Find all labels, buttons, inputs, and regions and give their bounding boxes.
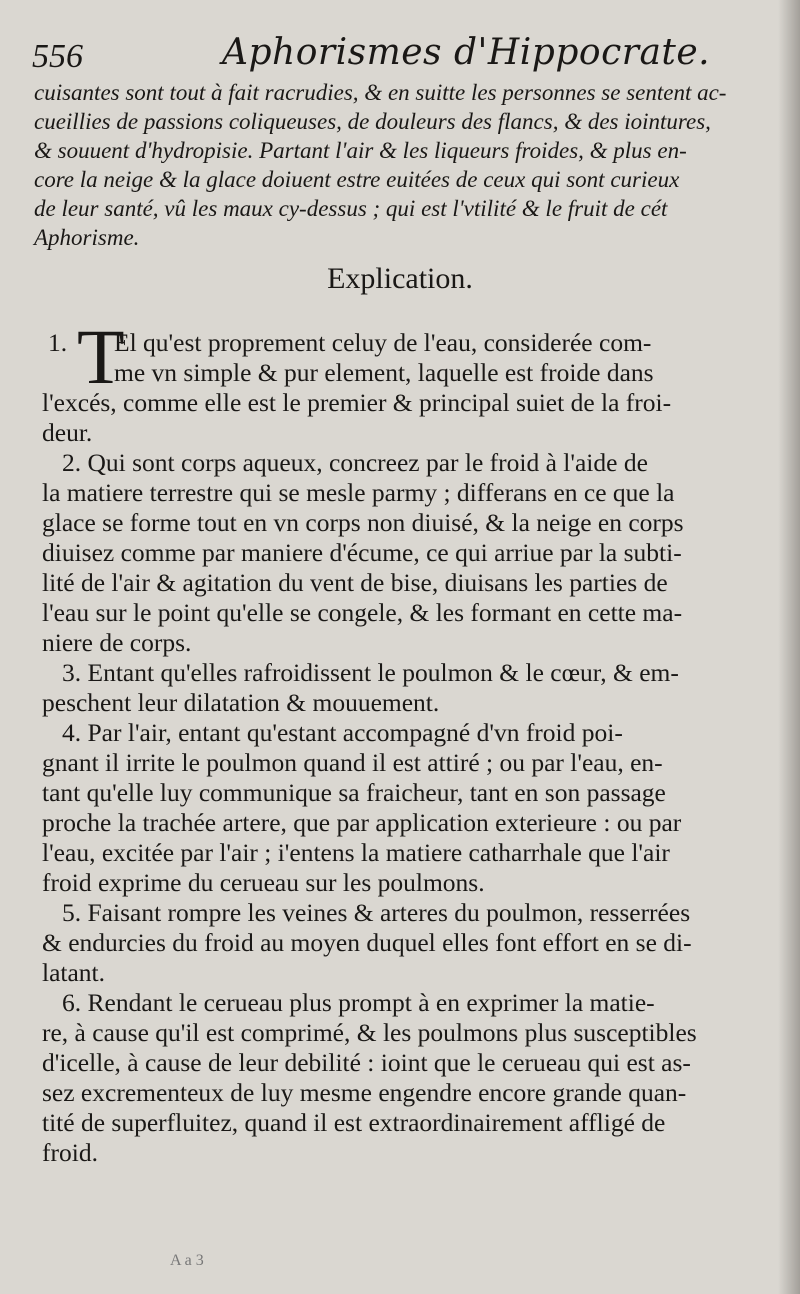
text-line: 3. Entant qu'elles rafroidissent le poulmon & le cœur, & em- <box>62 658 679 687</box>
page-number: 556 <box>32 38 83 75</box>
text-line: glace se forme tout en vn corps non diuisé, & la neige en corps <box>42 508 684 537</box>
text-line: cueillies de passions coliqueuses, de douleurs des flancs, & des iointures, <box>34 109 711 134</box>
text-line: tité de superfluitez, quand il est extraordinairement affligé de <box>42 1108 666 1137</box>
explication-text <box>42 328 767 1168</box>
text-line: de leur santé, vû les maux cy-dessus ; qui est l'vtilité & le fruit de cét <box>34 196 668 221</box>
text-line: proche la trachée artere, que par application exterieure : ou par <box>42 808 682 837</box>
text-line: Aphorisme. <box>34 225 140 250</box>
text-line: cuisantes sont tout à fait racrudies, & en suitte les personnes se sentent ac- <box>34 80 727 105</box>
text-line: sez excrementeux de luy mesme engendre encore grande quan- <box>42 1078 687 1107</box>
text-line: peschent leur dilatation & mouuement. <box>42 688 440 717</box>
text-line: & endurcies du froid au moyen duquel elles font effort en se di- <box>42 928 692 957</box>
text-line: gnant il irrite le poulmon quand il est attiré ; ou par l'eau, en- <box>42 748 663 777</box>
text-line: l'eau, excitée par l'air ; i'entens la matiere catharrhale que l'air <box>42 838 670 867</box>
note-number: 1. <box>48 328 68 357</box>
commentary-paragraph <box>34 78 774 252</box>
text-line <box>42 328 767 358</box>
text-line: l'eau sur le point qu'elle se congele, & les formant en cette ma- <box>42 598 683 627</box>
drop-cap: T <box>77 313 125 400</box>
section-heading: Explication. <box>327 262 473 295</box>
text-line: diuisez comme par maniere d'écume, ce qui arriue par la subti- <box>42 538 682 567</box>
text-line: core la neige & la glace doiuent estre euitées de ceux qui sont curieux <box>34 167 680 192</box>
text-line: 4. Par l'air, entant qu'estant accompagné d'vn froid poi- <box>62 718 623 747</box>
text-line: 5. Faisant rompre les veines & arteres du poulmon, resserrées <box>62 898 691 927</box>
text-line: lité de l'air & agitation du vent de bise, diuisans les parties de <box>42 568 668 597</box>
text-line: niere de corps. <box>42 628 192 657</box>
text-line: latant. <box>42 958 106 987</box>
text-line-content: El qu'est proprement celuy de l'eau, considerée com- <box>114 328 652 357</box>
text-line: froid exprime du cerueau sur les poulmons. <box>42 868 485 897</box>
text-line: froid. <box>42 1138 98 1167</box>
signature-mark: A a 3 <box>170 1252 204 1269</box>
text-line: me vn simple & pur element, laquelle est froide dans <box>114 358 654 387</box>
text-line: l'excés, comme elle est le premier & principal suiet de la froi- <box>42 388 672 417</box>
text-line: deur. <box>42 418 93 447</box>
text-line: tant qu'elle luy communique sa fraicheur, tant en son passage <box>42 778 666 807</box>
text-line: 2. Qui sont corps aqueux, concreez par le froid à l'aide de <box>62 448 648 477</box>
text-line: 6. Rendant le cerueau plus prompt à en exprimer la matie- <box>62 988 655 1017</box>
text-line: re, à cause qu'il est comprimé, & les poulmons plus susceptibles <box>42 1018 697 1047</box>
running-title: Aphorismes d'Hippocrate. <box>222 32 711 73</box>
text-line: d'icelle, à cause de leur debilité : ioint que le cerueau qui est as- <box>42 1048 691 1077</box>
text-line: la matiere terrestre qui se mesle parmy ; differans en ce que la <box>42 478 675 507</box>
running-head <box>32 30 772 80</box>
text-line: & souuent d'hydropisie. Partant l'air & les liqueurs froides, & plus en- <box>34 138 687 163</box>
